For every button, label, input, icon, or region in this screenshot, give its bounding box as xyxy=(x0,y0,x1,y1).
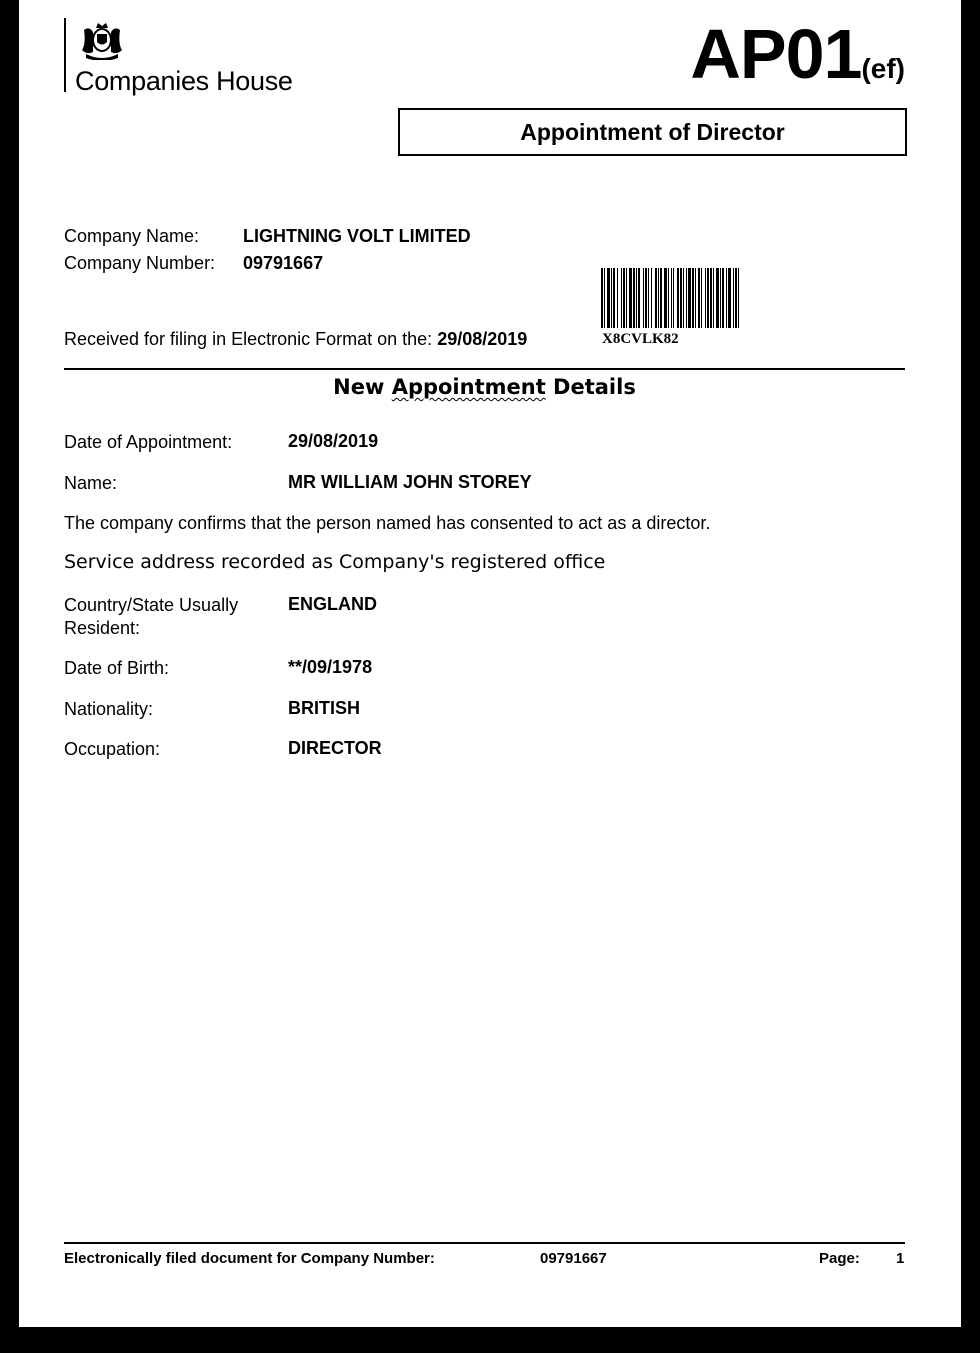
nationality-label: Nationality: xyxy=(64,699,154,719)
barcode-bar xyxy=(668,268,669,328)
director-name-value: MR WILLIAM JOHN STOREY xyxy=(288,472,532,492)
barcode-bar xyxy=(607,268,610,328)
barcode-bar xyxy=(621,268,622,328)
barcode-bar xyxy=(660,268,662,328)
footer-divider xyxy=(64,1242,905,1244)
barcode-bar xyxy=(680,268,682,328)
barcode-bar xyxy=(633,268,635,328)
occupation-value: DIRECTOR xyxy=(288,738,382,758)
company-number-label: Company Number: xyxy=(64,253,216,273)
barcode-text: X8CVLK82 xyxy=(602,331,679,347)
received-date: 29/08/2019 xyxy=(437,329,528,349)
form-code-main: AP01 xyxy=(690,15,862,93)
section-title-end: Details xyxy=(545,375,636,399)
barcode-bar xyxy=(645,268,647,328)
consent-statement: The company confirms that the person named has consented to act as a director. xyxy=(64,513,711,533)
barcode-bar xyxy=(638,268,640,328)
section-divider xyxy=(64,368,905,370)
barcode-bar xyxy=(617,268,618,328)
barcode-bar xyxy=(604,268,605,328)
form-code xyxy=(690,14,905,94)
barcode xyxy=(601,268,898,328)
company-number-value: 09791667 xyxy=(243,253,324,273)
nationality-value: BRITISH xyxy=(288,698,360,718)
barcode-bar xyxy=(671,268,672,328)
barcode-bar xyxy=(713,268,714,328)
service-address-note: Service address recorded as Company's registered office xyxy=(64,551,606,573)
section-title xyxy=(64,375,905,399)
footer-company-number: 09791667 xyxy=(540,1250,607,1267)
barcode-bar xyxy=(658,268,659,328)
received-row xyxy=(64,329,527,350)
barcode-bar xyxy=(601,268,603,328)
barcode-bar xyxy=(613,268,615,328)
barcode-bar xyxy=(716,268,719,328)
appointment-date-value: 29/08/2019 xyxy=(288,431,379,451)
barcode-bar xyxy=(623,268,625,328)
company-name-row xyxy=(64,226,471,247)
barcode-bar xyxy=(728,268,731,328)
barcode-bar xyxy=(698,268,700,328)
received-label: Received for filing in Electronic Format on the: xyxy=(64,329,433,349)
barcode-bar xyxy=(651,268,652,328)
barcode-bar xyxy=(738,268,739,328)
barcode-bar xyxy=(611,268,612,328)
barcode-bar xyxy=(626,268,627,328)
director-name-label: Name: xyxy=(64,473,118,493)
barcode-bar xyxy=(655,268,657,328)
appointment-date-label: Date of Appointment: xyxy=(64,432,233,452)
barcode-bar xyxy=(705,268,706,328)
barcode-bar xyxy=(673,268,674,328)
barcode-bar xyxy=(720,268,721,328)
barcode-bar xyxy=(688,268,691,328)
section-title-mid: Appointment xyxy=(391,375,546,399)
barcode-bar xyxy=(643,268,644,328)
barcode-bar xyxy=(733,268,734,328)
barcode-bar xyxy=(629,268,632,328)
country-value: ENGLAND xyxy=(288,594,377,614)
document-page xyxy=(19,0,961,1327)
logo-text: Companies House xyxy=(75,66,293,96)
dob-label: Date of Birth: xyxy=(64,658,170,678)
footer-page-label: Page: xyxy=(819,1250,860,1267)
barcode-bar xyxy=(636,268,637,328)
barcode-bar xyxy=(722,268,724,328)
company-name-value: LIGHTNING VOLT LIMITED xyxy=(243,226,471,246)
barcode-bar xyxy=(683,268,684,328)
barcode-bar xyxy=(726,268,727,328)
barcode-bar xyxy=(648,268,649,328)
barcode-bar xyxy=(735,268,737,328)
company-number-row xyxy=(64,253,324,274)
barcode-bar xyxy=(710,268,712,328)
footer-page-number: 1 xyxy=(896,1250,905,1267)
barcode-bar xyxy=(677,268,679,328)
dob-value: **/09/1978 xyxy=(288,657,373,677)
logo-divider xyxy=(64,18,66,92)
barcode-bar xyxy=(664,268,667,328)
occupation-label: Occupation: xyxy=(64,739,161,759)
footer-label: Electronically filed document for Company Number: xyxy=(64,1250,435,1267)
barcode-bar xyxy=(701,268,702,328)
barcode-bar xyxy=(686,268,687,328)
country-label: Country/State Usually Resident: xyxy=(64,595,239,638)
company-name-label: Company Name: xyxy=(64,226,200,246)
form-title: Appointment of Director xyxy=(398,108,907,156)
barcode-bar xyxy=(692,268,694,328)
section-title-start: New xyxy=(333,375,392,399)
barcode-bar xyxy=(695,268,696,328)
royal-crest-icon xyxy=(78,20,126,60)
form-code-suffix: (ef) xyxy=(861,53,905,84)
barcode-bar xyxy=(707,268,709,328)
